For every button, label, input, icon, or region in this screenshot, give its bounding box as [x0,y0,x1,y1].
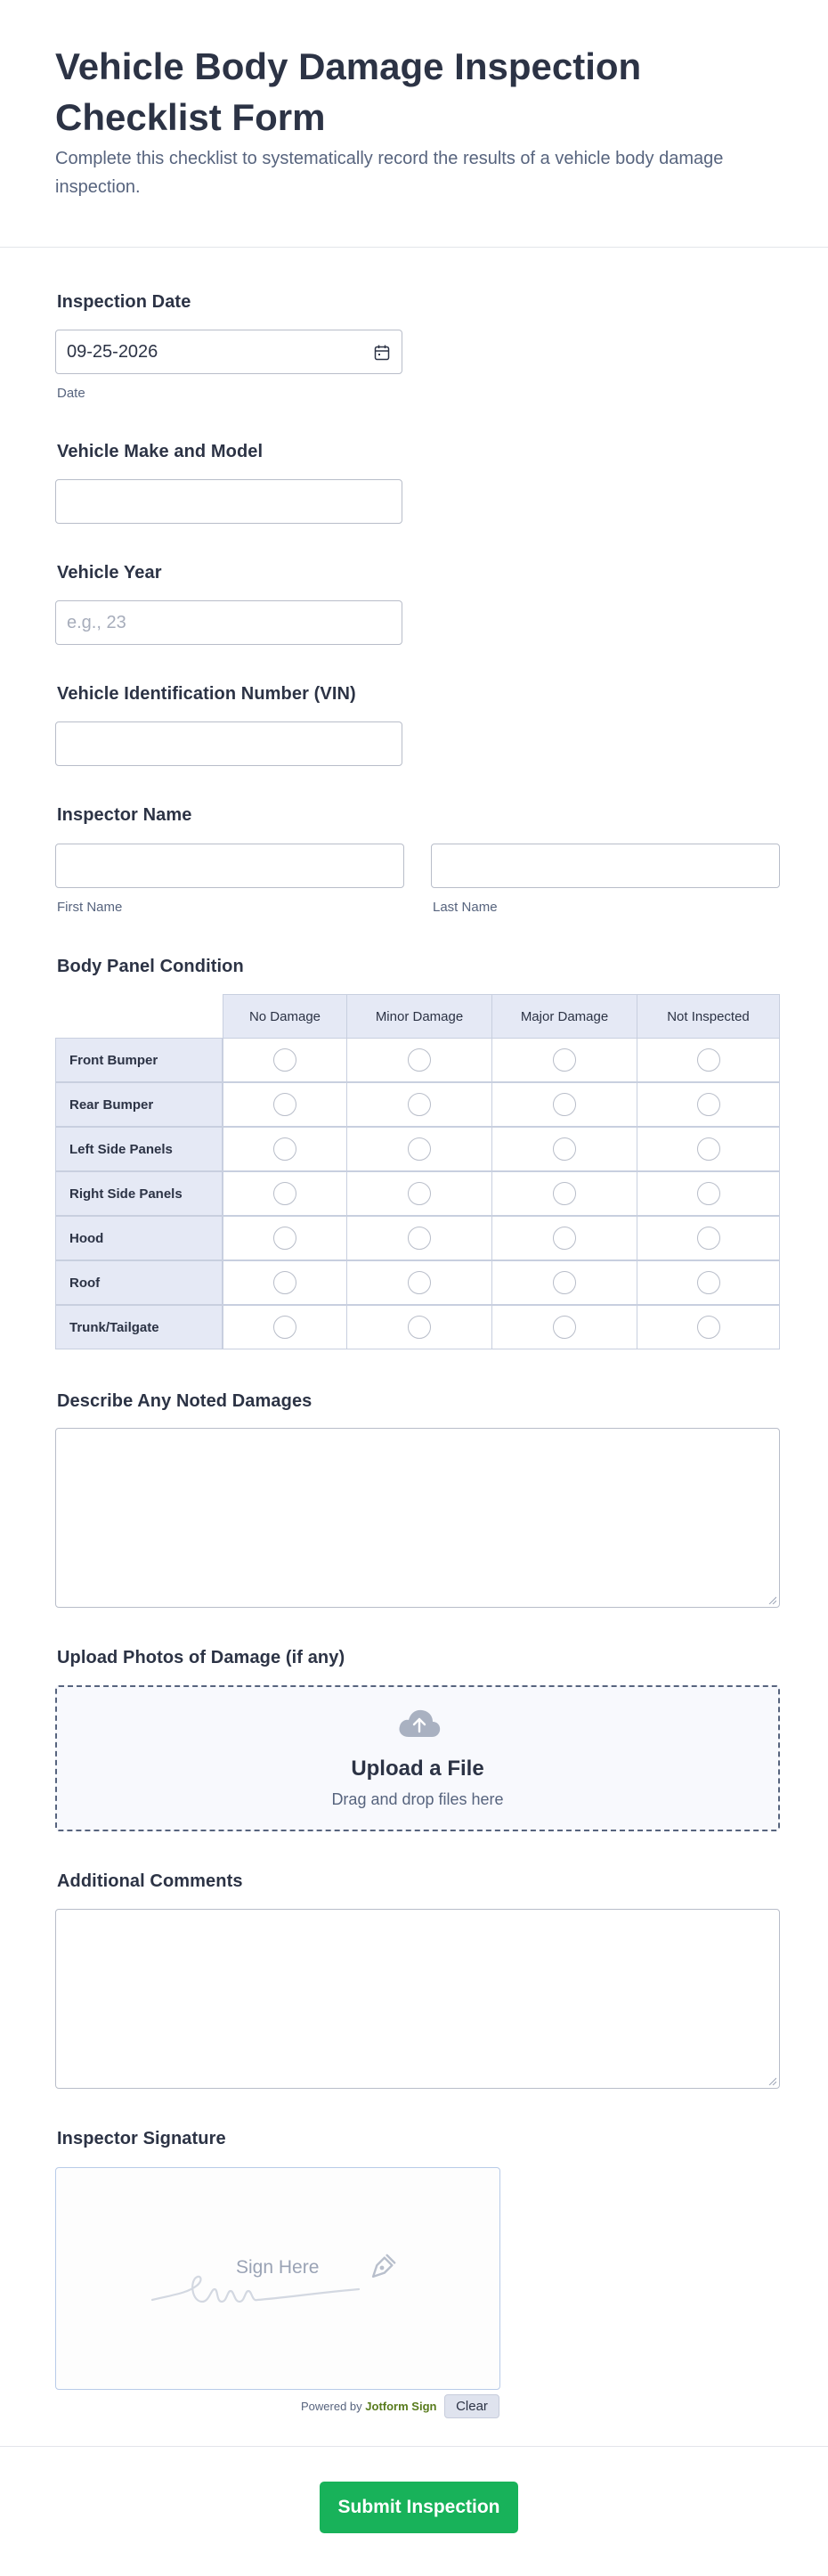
matrix-cell [491,1305,637,1349]
matrix-cell [223,1038,347,1082]
inspection-date-input[interactable] [55,330,402,374]
matrix-radio[interactable] [553,1093,576,1116]
matrix-radio[interactable] [697,1271,720,1294]
matrix-cell [637,1082,780,1127]
matrix-radio[interactable] [408,1316,431,1339]
matrix-cell [637,1305,780,1349]
matrix-radio[interactable] [408,1093,431,1116]
matrix-radio[interactable] [408,1182,431,1205]
matrix-cell [637,1038,780,1082]
matrix-radio[interactable] [553,1048,576,1072]
matrix-radio[interactable] [273,1137,296,1161]
clear-signature-button[interactable]: Clear [444,2394,499,2418]
matrix-cell [491,1127,637,1171]
inspection-date-sublabel: Date [57,386,85,401]
make-model-input[interactable] [55,479,402,524]
matrix-radio[interactable] [408,1271,431,1294]
matrix-radio[interactable] [697,1227,720,1250]
matrix-cell [346,1216,492,1260]
matrix-cell [223,1216,347,1260]
matrix-cell [637,1127,780,1171]
matrix-cell [223,1171,347,1216]
damages-label: Describe Any Noted Damages [57,1391,313,1411]
matrix-row-label: Roof [55,1260,223,1305]
matrix-radio[interactable] [553,1271,576,1294]
matrix-cell [346,1127,492,1171]
matrix-radio[interactable] [697,1137,720,1161]
upload-subtitle: Drag and drop files here [331,1790,504,1808]
make-model-label: Vehicle Make and Model [57,442,264,461]
vin-label: Vehicle Identification Number (VIN) [57,684,356,704]
matrix-row-label: Rear Bumper [55,1082,223,1127]
form-subtitle: Complete this checklist to systematically record the results of a vehicle body damage inspection. [55,149,724,197]
vehicle-year-placeholder: e.g., 23 [67,613,126,632]
submit-button[interactable]: Submit Inspection [320,2482,518,2533]
matrix-cell [223,1260,347,1305]
resize-handle-icon[interactable] [767,1595,776,1604]
vehicle-year-label: Vehicle Year [57,563,162,583]
matrix-col-header: Not Inspected [637,994,780,1039]
signature-placeholder: Sign Here [236,2257,320,2278]
matrix-radio[interactable] [408,1227,431,1250]
matrix-row-label: Left Side Panels [55,1127,223,1171]
matrix-row-label: Right Side Panels [55,1171,223,1216]
damages-textarea[interactable] [55,1428,780,1608]
last-name-input[interactable] [431,844,780,888]
matrix-radio[interactable] [553,1227,576,1250]
inspector-name-label: Inspector Name [57,805,192,825]
matrix-cell [346,1305,492,1349]
matrix-row-label: Front Bumper [55,1038,223,1082]
cloud-upload-icon [397,1707,442,1739]
matrix-radio[interactable] [553,1182,576,1205]
matrix-cell [637,1171,780,1216]
first-name-sublabel: First Name [57,900,123,915]
matrix-col-header: Major Damage [491,994,637,1039]
powered-prefix: Powered by [301,2400,362,2413]
powered-brand-link[interactable]: Jotform Sign [365,2400,437,2413]
matrix-cell [491,1082,637,1127]
matrix-cell [346,1260,492,1305]
matrix-radio[interactable] [273,1093,296,1116]
matrix-cell [223,1127,347,1171]
matrix-radio[interactable] [273,1182,296,1205]
matrix-radio[interactable] [273,1227,296,1250]
matrix-col-header: Minor Damage [346,994,492,1039]
upload-dropzone[interactable] [55,1685,780,1831]
signature-label: Inspector Signature [57,2129,226,2148]
vehicle-year-input[interactable] [55,600,402,645]
matrix-row-label: Hood [55,1216,223,1260]
inspection-date-label: Inspection Date [57,292,191,312]
matrix-radio[interactable] [553,1316,576,1339]
matrix-cell [637,1216,780,1260]
matrix-cell [491,1216,637,1260]
matrix-radio[interactable] [553,1137,576,1161]
first-name-input[interactable] [55,844,404,888]
matrix-cell [346,1171,492,1216]
signature-pad[interactable] [55,2167,500,2390]
comments-textarea[interactable] [55,1909,780,2089]
resize-handle-icon[interactable] [767,2076,776,2085]
vin-input[interactable] [55,721,402,766]
form-header [0,0,828,248]
matrix-radio[interactable] [697,1048,720,1072]
matrix-cell [491,1038,637,1082]
body-panel-matrix [55,994,780,1350]
matrix-col-header: No Damage [223,994,347,1039]
form-title: Vehicle Body Damage Inspection Checklist Form [55,45,642,138]
matrix-radio[interactable] [697,1093,720,1116]
matrix-cell [223,1082,347,1127]
matrix-cell [346,1038,492,1082]
inspection-date-value: 09-25-2026 [67,342,158,362]
matrix-radio[interactable] [273,1316,296,1339]
matrix-cell [346,1082,492,1127]
matrix-cell [491,1260,637,1305]
matrix-cell [637,1260,780,1305]
powered-by-text [301,2400,436,2413]
footer-divider [0,2446,828,2447]
matrix-cell [223,1305,347,1349]
comments-label: Additional Comments [57,1871,243,1891]
upload-title: Upload a File [351,1757,484,1781]
matrix-radio[interactable] [697,1316,720,1339]
upload-label: Upload Photos of Damage (if any) [57,1648,345,1667]
matrix-radio[interactable] [273,1271,296,1294]
matrix-radio[interactable] [697,1182,720,1205]
matrix-radio[interactable] [273,1048,296,1072]
calendar-icon[interactable] [373,344,391,362]
matrix-radio[interactable] [408,1137,431,1161]
last-name-sublabel: Last Name [433,900,498,915]
matrix-cell [491,1171,637,1216]
body-panel-label: Body Panel Condition [57,957,244,976]
matrix-row-label: Trunk/Tailgate [55,1305,223,1349]
matrix-radio[interactable] [408,1048,431,1072]
pen-icon [364,2250,400,2286]
